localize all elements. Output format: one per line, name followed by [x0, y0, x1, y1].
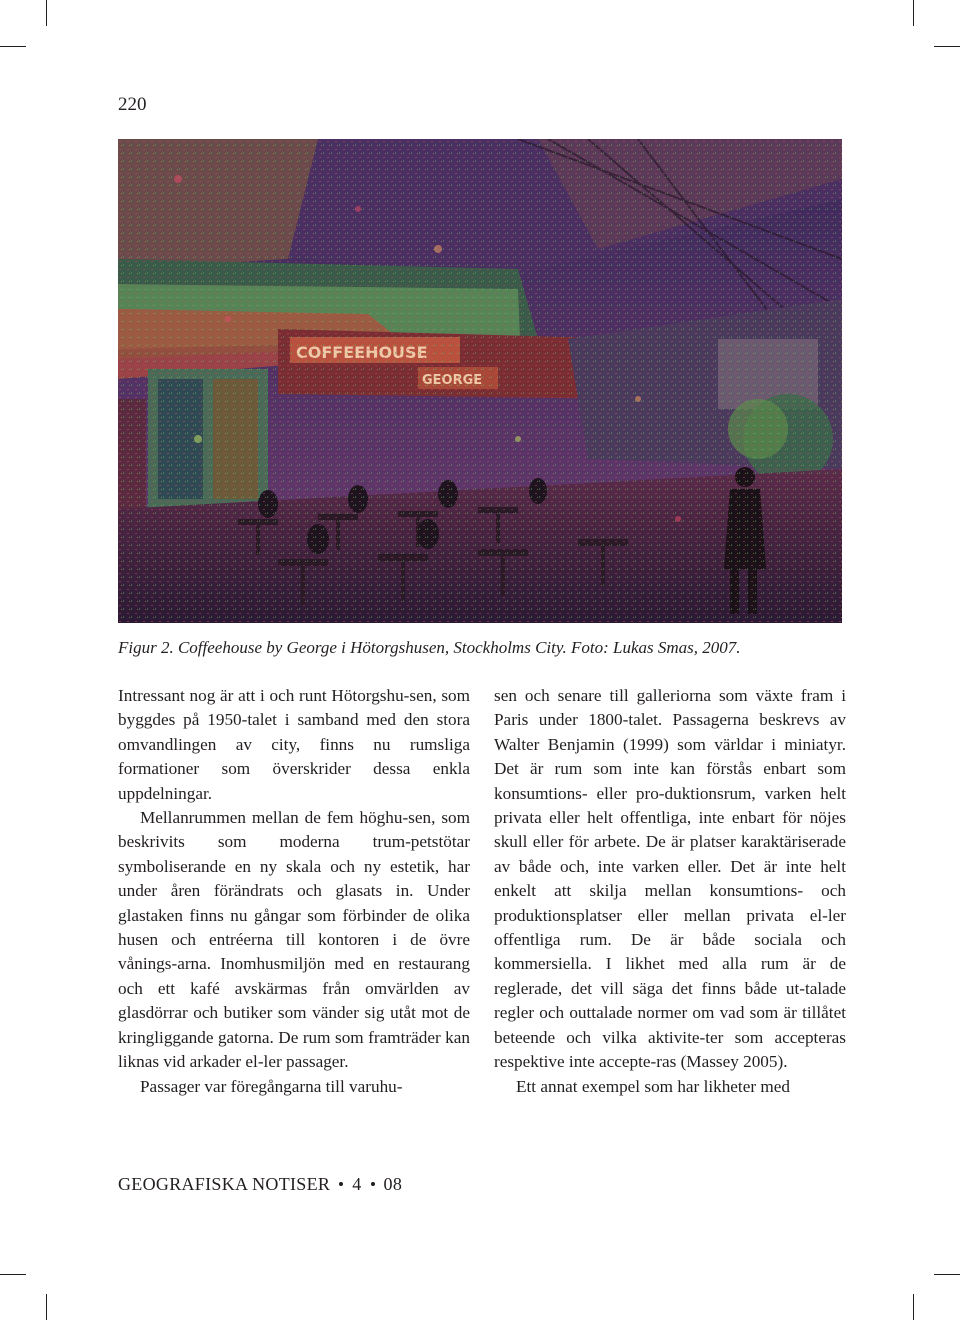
- crop-mark: [913, 1294, 914, 1320]
- journal-name: GEOGRAFISKA NOTISER: [118, 1174, 331, 1194]
- crop-mark: [0, 1274, 26, 1275]
- issue-number: 4: [352, 1174, 362, 1194]
- figure-caption: Figur 2. Coffeehouse by George i Hötorgshusen, Stockholms City. Foto: Lukas Smas, 2007.: [118, 638, 741, 657]
- separator-dot: [371, 1182, 375, 1186]
- crop-mark: [934, 1274, 960, 1275]
- crop-mark: [46, 0, 47, 26]
- paragraph: Intressant nog är att i och runt Hötorgshu-sen, som byggdes på 1950-talet i samband med den stora omvandlingen av city, finns nu rumsliga formationer som överskrider dessa enkla uppdelningar.: [118, 686, 470, 803]
- paragraph: Ett annat exempel som har likheter med: [516, 1076, 790, 1096]
- cafe-photo-illustration: [118, 139, 842, 623]
- text-column-left: [118, 684, 470, 1099]
- paragraph: Mellanrummen mellan de fem höghu-sen, som beskrivits som moderna trum-petstötar symboliserande en ny skala och ny estetik, har under åren förändrats och glasats in. Under glastaken finns nu gångar som förbinder de olika husen och entréerna till kontoren i de övre vånings-arna. Inomhusmiljön med en restaurang och ett kafé avskärmas från omvärlden av glasdörrar och butiker som vänder sig utåt mot de kringliggande gatorna. De rum som framträder kan liknas vid arkader el-ler passager.: [118, 808, 470, 1072]
- text-column-right: [494, 684, 846, 1099]
- figure-photo: [118, 139, 842, 623]
- crop-mark: [0, 46, 26, 47]
- running-footer: [118, 1171, 402, 1197]
- page-number: 220: [118, 94, 147, 115]
- crop-mark: [46, 1294, 47, 1320]
- paragraph: Passager var föregångarna till varuhu-: [140, 1076, 403, 1096]
- paragraph: sen och senare till galleriorna som växte fram i Paris under 1800-talet. Passagerna beskrevs av Walter Benjamin (1999) som världar i miniatyr. Det är rum som inte kan förstås enbart som konsumtions- eller pro-duktionsrum, varken helt privata eller helt offentliga, inte enbart för nöjes skull eller för arbete. De är platser karaktäriserade av både och, inte varken eller. Det är inte helt enkelt att skilja mellan konsumtions- och produktionsplatser eller mellan privata el-ler offentliga rum. De är både sociala och kommersiella. I likhet med alla rum är de reglerade, det vill säga det finns både ut-talade regler och outtalade normer om vad som är tillåtet beteende och vilka aktivite-ter som accepteras respektive inte accepte-ras (Massey 2005).: [494, 686, 846, 1072]
- issue-year: 08: [383, 1174, 403, 1194]
- crop-mark: [913, 0, 914, 26]
- separator-dot: [339, 1182, 343, 1186]
- crop-mark: [934, 46, 960, 47]
